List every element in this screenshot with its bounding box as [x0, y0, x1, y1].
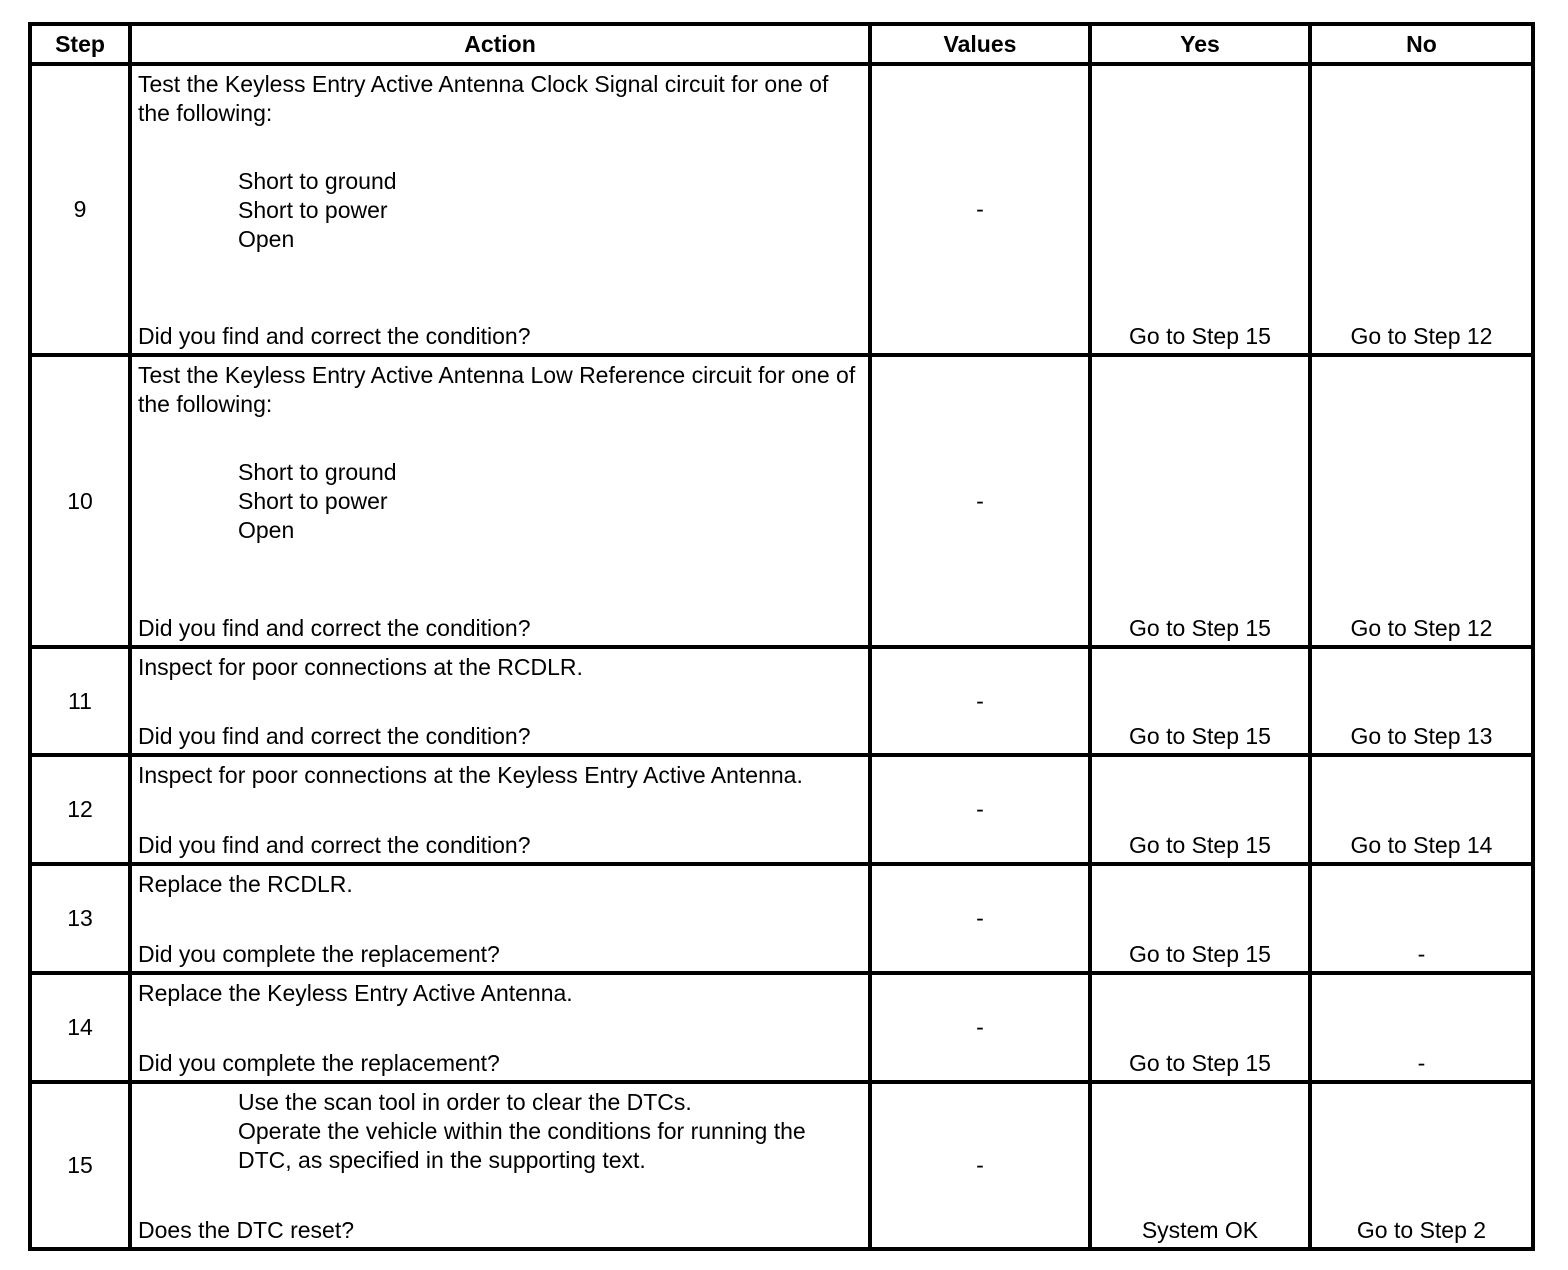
action-cell [130, 864, 870, 973]
table-row [30, 755, 1533, 864]
action-intro: Replace the RCDLR. [138, 871, 353, 897]
values-cell: - [870, 973, 1090, 1082]
action-question: Did you find and correct the condition? [138, 832, 531, 858]
yes-result: Go to Step 15 [1129, 832, 1271, 858]
action-question: Did you find and correct the condition? [138, 615, 531, 641]
no-cell [1310, 1082, 1533, 1249]
no-result: Go to Step 12 [1350, 323, 1493, 349]
table-row [30, 647, 1533, 755]
action-item: Short to ground [238, 168, 397, 194]
step-number: 11 [30, 647, 130, 755]
no-cell [1310, 864, 1533, 973]
action-cell [130, 647, 870, 755]
table-row [30, 1082, 1533, 1249]
action-cell [130, 973, 870, 1082]
yes-result: Go to Step 15 [1129, 323, 1271, 349]
header-values: Values [870, 24, 1090, 64]
no-cell [1310, 355, 1533, 647]
table-row [30, 355, 1533, 647]
action-question: Did you complete the replacement? [138, 941, 500, 967]
action-item: Short to ground [238, 459, 397, 485]
step-number: 12 [30, 755, 130, 864]
no-result: Go to Step 12 [1350, 615, 1493, 641]
step-number: 9 [30, 64, 130, 355]
step-number: 13 [30, 864, 130, 973]
header-step: Step [30, 24, 130, 64]
action-question: Does the DTC reset? [138, 1217, 355, 1243]
no-cell [1310, 647, 1533, 755]
no-result: - [1417, 1050, 1426, 1076]
action-item: Short to power [238, 197, 388, 223]
yes-cell [1090, 1082, 1310, 1249]
table-row [30, 864, 1533, 973]
table-row [30, 64, 1533, 355]
header-action: Action [130, 24, 870, 64]
action-item: Use the scan tool in order to clear the DTCs. [238, 1089, 692, 1115]
action-intro: Replace the Keyless Entry Active Antenna. [138, 980, 573, 1006]
step-number: 10 [30, 355, 130, 647]
action-question: Did you find and correct the condition? [138, 723, 531, 749]
action-item: Short to power [238, 488, 388, 514]
yes-cell [1090, 355, 1310, 647]
step-number: 15 [30, 1082, 130, 1249]
no-cell [1310, 755, 1533, 864]
no-cell [1310, 64, 1533, 355]
yes-result: Go to Step 15 [1129, 723, 1271, 749]
action-intro: Test the Keyless Entry Active Antenna Clock Signal circuit for one of the following: [138, 71, 829, 126]
action-cell [130, 755, 870, 864]
yes-cell [1090, 973, 1310, 1082]
action-cell [130, 355, 870, 647]
action-cell [130, 1082, 870, 1249]
no-result: Go to Step 2 [1356, 1217, 1487, 1243]
yes-result: Go to Step 15 [1129, 1050, 1271, 1076]
table-row [30, 973, 1533, 1082]
action-item: Open [238, 517, 295, 543]
yes-cell [1090, 755, 1310, 864]
action-intro: Inspect for poor connections at the Keyless Entry Active Antenna. [138, 762, 803, 788]
action-cell [130, 64, 870, 355]
yes-result: System OK [1141, 1217, 1259, 1243]
no-result: Go to Step 14 [1350, 832, 1493, 858]
header-yes: Yes [1090, 24, 1310, 64]
values-cell: - [870, 864, 1090, 973]
yes-cell [1090, 647, 1310, 755]
header-row [30, 24, 1533, 64]
action-intro: Test the Keyless Entry Active Antenna Low Reference circuit for one of the following: [138, 362, 856, 417]
header-no: No [1310, 24, 1533, 64]
action-intro: Inspect for poor connections at the RCDLR. [138, 654, 583, 680]
yes-cell [1090, 64, 1310, 355]
values-cell: - [870, 755, 1090, 864]
action-item: Operate the vehicle within the conditions for running the DTC, as specified in the supporting text. [238, 1118, 806, 1173]
no-result: Go to Step 13 [1350, 723, 1493, 749]
values-cell: - [870, 647, 1090, 755]
no-cell [1310, 973, 1533, 1082]
yes-cell [1090, 864, 1310, 973]
values-cell: - [870, 64, 1090, 355]
no-result: - [1417, 941, 1426, 967]
diagnostic-table [28, 22, 1535, 1251]
yes-result: Go to Step 15 [1129, 615, 1271, 641]
action-question: Did you complete the replacement? [138, 1050, 500, 1076]
values-cell: - [870, 1082, 1090, 1249]
action-item: Open [238, 226, 295, 252]
values-cell: - [870, 355, 1090, 647]
action-question: Did you find and correct the condition? [138, 323, 531, 349]
step-number: 14 [30, 973, 130, 1082]
yes-result: Go to Step 15 [1129, 941, 1271, 967]
